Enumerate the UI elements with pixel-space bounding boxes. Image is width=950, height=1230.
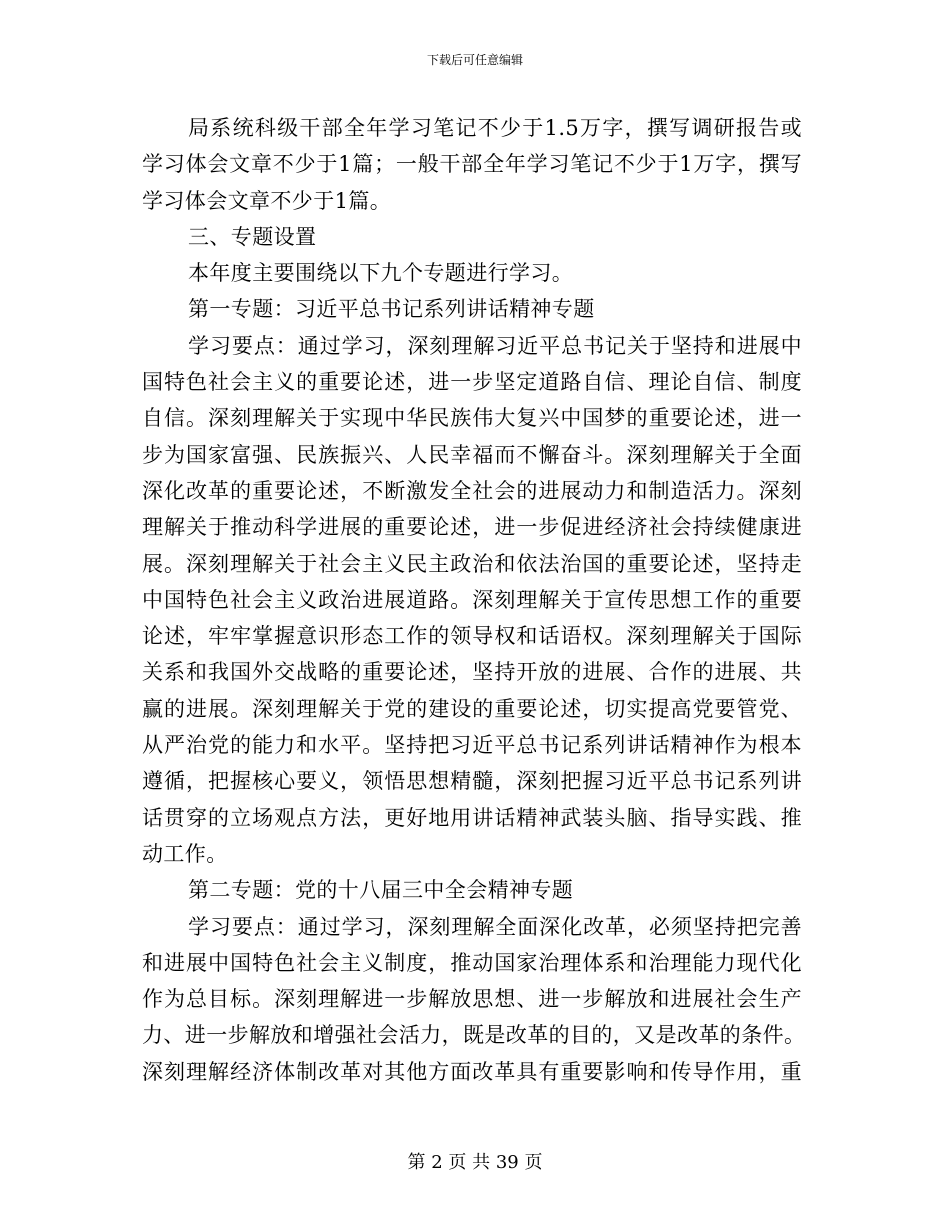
document-body (142, 110, 806, 1090)
text-line: 学习要点：通过学习，深刻理解习近平总书记关于坚持和进展中 (188, 333, 802, 358)
text-line: 国特色社会主义的重要论述，进一步坚定道路自信、理论自信、制度 (142, 370, 802, 395)
text-line: 从严治党的能力和水平。坚持把习近平总书记系列讲话精神作为根本 (142, 733, 802, 758)
text-line: 学习要点：通过学习，深刻理解全面深化改革，必须坚持把完善 (188, 914, 802, 939)
text-line: 和进展中国特色社会主义制度，推动国家治理体系和治理能力现代化 (142, 950, 802, 975)
text-line: 局系统科级干部全年学习笔记不少于1.5万字，撰写调研报告或 (188, 116, 802, 140)
section-heading: 三、专题设置 (188, 224, 317, 249)
text-line: 遵循，把握核心要义，领悟思想精髓，深刻把握习近平总书记系列讲 (142, 769, 802, 794)
page-header: 下载后可任意编辑 (426, 53, 523, 67)
text-line: 关系和我国外交战略的重要论述，坚持开放的进展、合作的进展、共 (142, 660, 802, 685)
text-line: 作为总目标。深刻理解进一步解放思想、进一步解放和进展社会生产 (142, 987, 802, 1012)
text-line: 深化改革的重要论述，不断激发全社会的进展动力和制造活力。深刻 (142, 478, 802, 503)
text-line: 动工作。 (142, 841, 228, 866)
text-line: 本年度主要围绕以下九个专题进行学习。 (188, 261, 574, 286)
topic-heading: 第一专题：习近平总书记系列讲话精神专题 (188, 297, 595, 322)
topic-heading: 第二专题：党的十八届三中全会精神专题 (188, 878, 574, 903)
text-line: 深刻理解经济体制改革对其他方面改革具有重要影响和传导作用，重 (142, 1059, 802, 1084)
text-line: 步为国家富强、民族振兴、人民幸福而不懈奋斗。深刻理解关于全面 (142, 442, 802, 467)
text-line: 学习体会文章不少于1篇。 (142, 188, 392, 213)
text-line: 话贯穿的立场观点方法，更好地用讲话精神武装头脑、指导实践、推 (142, 805, 802, 830)
text-line: 论述，牢牢掌握意识形态工作的领导权和话语权。深刻理解关于国际 (142, 624, 802, 649)
text-line: 自信。深刻理解关于实现中华民族伟大复兴中国梦的重要论述，进一 (142, 406, 802, 431)
text-line: 力、进一步解放和增强社会活力，既是改革的目的，又是改革的条件。 (142, 1023, 806, 1048)
page-footer: 第 2 页 共 39 页 (407, 1152, 543, 1173)
text-line: 理解关于推动科学进展的重要论述，进一步促进经济社会持续健康进 (142, 515, 802, 540)
text-line: 赢的进展。深刻理解关于党的建设的重要论述，切实提高党要管党、 (142, 696, 802, 721)
text-line: 学习体会文章不少于1篇；一般干部全年学习笔记不少于1万字，撰写 (142, 152, 802, 177)
text-line: 展。深刻理解关于社会主义民主政治和依法治国的重要论述，坚持走 (142, 551, 802, 576)
text-line: 中国特色社会主义政治进展道路。深刻理解关于宣传思想工作的重要 (142, 587, 802, 612)
